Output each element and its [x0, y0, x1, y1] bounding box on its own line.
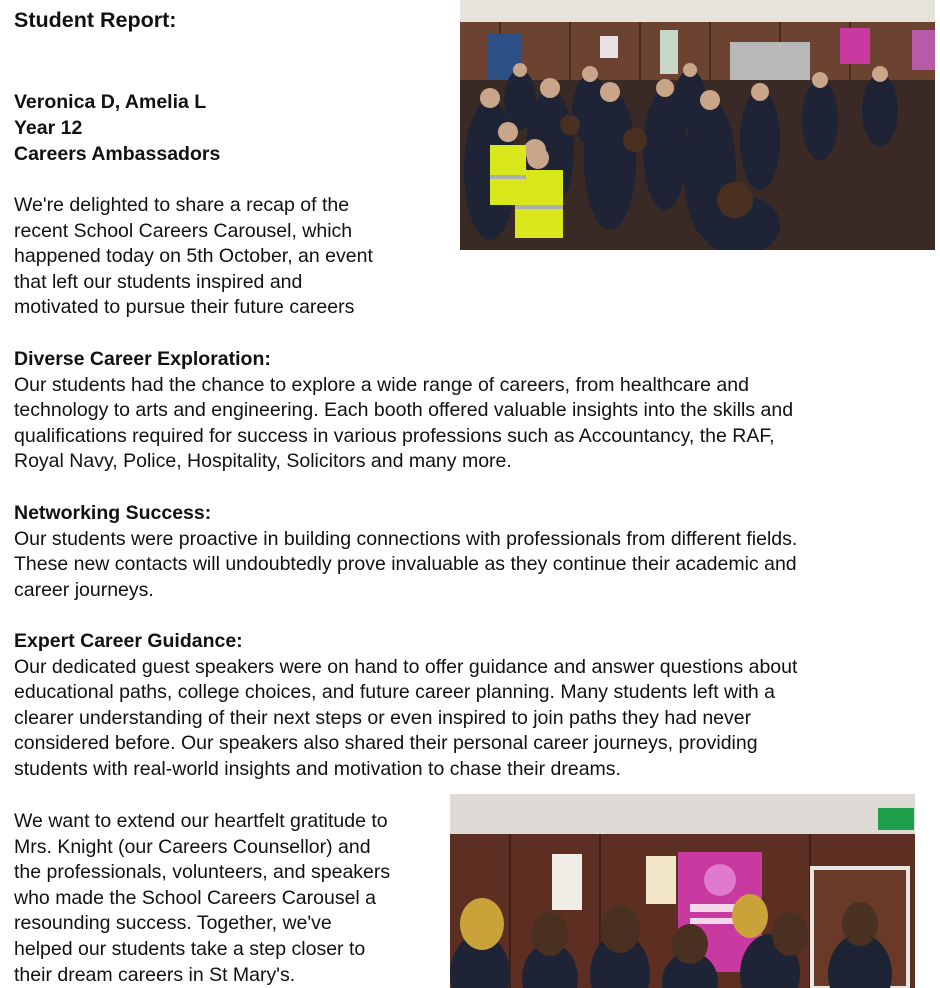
- section-line: Our students had the chance to explore a wide range of careers, from healthcare and: [14, 373, 749, 396]
- year-group: Year 12: [14, 117, 83, 139]
- section-heading: Diverse Career Exploration:: [14, 348, 271, 370]
- section-line: Our dedicated guest speakers were on hand to offer guidance and answer questions about: [14, 655, 798, 678]
- careers-fair-photo: [460, 0, 935, 250]
- section-heading: Networking Success:: [14, 502, 212, 524]
- section-line: Royal Navy, Police, Hospitality, Solicitors and many more.: [14, 450, 512, 473]
- closing-line: their dream careers in St Mary's.: [14, 963, 296, 986]
- section-heading: Expert Career Guidance:: [14, 630, 243, 652]
- section-line: considered before. Our speakers also shared their personal career journeys, providing: [14, 732, 758, 755]
- section-line: clearer understanding of their next steps or even inspired to join paths they had never: [14, 706, 752, 729]
- closing-line: helped our students take a step closer to: [14, 937, 366, 960]
- intro-line: happened today on 5th October, an event: [14, 245, 373, 268]
- closing-line: the professionals, volunteers, and speakers: [14, 861, 391, 884]
- section-line: These new contacts will undoubtedly prove invaluable as they continue their academic and: [14, 553, 797, 576]
- closing-line: resounding success. Together, we've: [14, 912, 332, 935]
- report-title: Student Report:: [14, 8, 177, 32]
- intro-line: We're delighted to share a recap of the: [14, 194, 350, 216]
- section-line: educational paths, college choices, and future career planning. Many students left with a: [14, 681, 775, 704]
- section-line: qualifications required for success in various professions such as Accountancy, the RAF,: [14, 424, 775, 447]
- closing-line: who made the School Careers Carousel a: [14, 886, 377, 909]
- intro-line: motivated to pursue their future careers: [14, 296, 355, 319]
- section-expert-career-guidance: [14, 629, 797, 783]
- role: Careers Ambassadors: [14, 143, 221, 165]
- section-networking-success: [14, 501, 797, 603]
- careers-fair-illustration: [460, 0, 935, 250]
- section-diverse-career-exploration: [14, 347, 793, 475]
- section-line: career journeys.: [14, 578, 154, 601]
- authors: Veronica D, Amelia L: [14, 91, 207, 113]
- intro-paragraph: [14, 193, 373, 321]
- closing-line: Mrs. Knight (our Careers Counsellor) and: [14, 835, 371, 858]
- intro-line: that left our students inspired and: [14, 270, 303, 293]
- intro-line: recent School Careers Carousel, which: [14, 219, 353, 242]
- section-line: Our students were proactive in building connections with professionals from different fields.: [14, 527, 798, 550]
- closing-line: We want to extend our heartfelt gratitude to: [14, 810, 388, 832]
- section-line: technology to arts and engineering. Each booth offered valuable insights into the skills and: [14, 399, 794, 422]
- closing-paragraph: [14, 809, 390, 988]
- careers-booth-illustration: [450, 794, 915, 988]
- section-line: students with real-world insights and motivation to chase their dreams.: [14, 757, 621, 780]
- careers-booth-photo: [450, 794, 915, 988]
